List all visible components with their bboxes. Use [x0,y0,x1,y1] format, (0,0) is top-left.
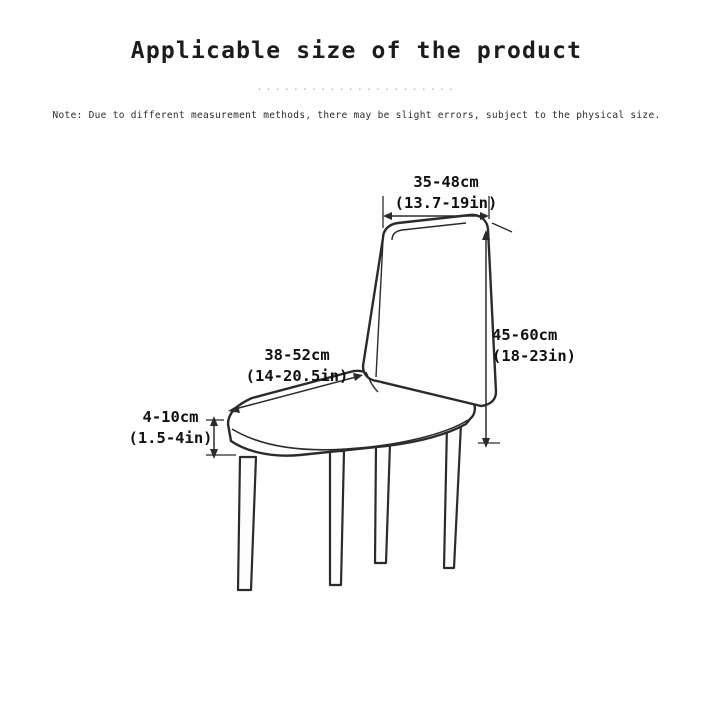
dimension-backrest-width-inch: (13.7-19in) [394,193,498,212]
dimension-skirt-height-inch: (1.5-4in) [128,428,213,447]
dimension-backrest-height-inch: (18-23in) [492,346,576,365]
chair-leg-front-right [375,444,390,563]
dimension-skirt-height-cm: 4-10cm [142,408,199,426]
chair-outline-group [228,215,496,590]
decorative-dot-divider: ...................... [256,80,457,93]
chair-leg-front-left [238,457,256,590]
dimension-label-skirt-height [118,407,223,449]
dimension-backrest-width-cm: 35-48cm [413,173,479,191]
dimension-label-seat-width [227,345,367,387]
chair-leg-rear-left [330,451,344,585]
dimension-label-backrest-width [371,172,521,214]
page-title: Applicable size of the product [130,38,583,64]
dimension-backrest-height-cm: 45-60cm [492,326,558,344]
arrow-leg-bottom [210,449,218,459]
dimension-seat-width-inch: (14-20.5in) [245,366,349,385]
chair-leg-rear-right [444,424,461,568]
dimension-label-backrest-height [492,325,612,367]
dimension-seat-width-cm: 38-52cm [264,346,330,364]
measurement-note: Note: Due to different measurement methods, there may be slight errors, subject to the physical size. [52,110,661,121]
guide-right-top-ext [492,223,512,232]
arrow-seat-left [228,405,240,413]
